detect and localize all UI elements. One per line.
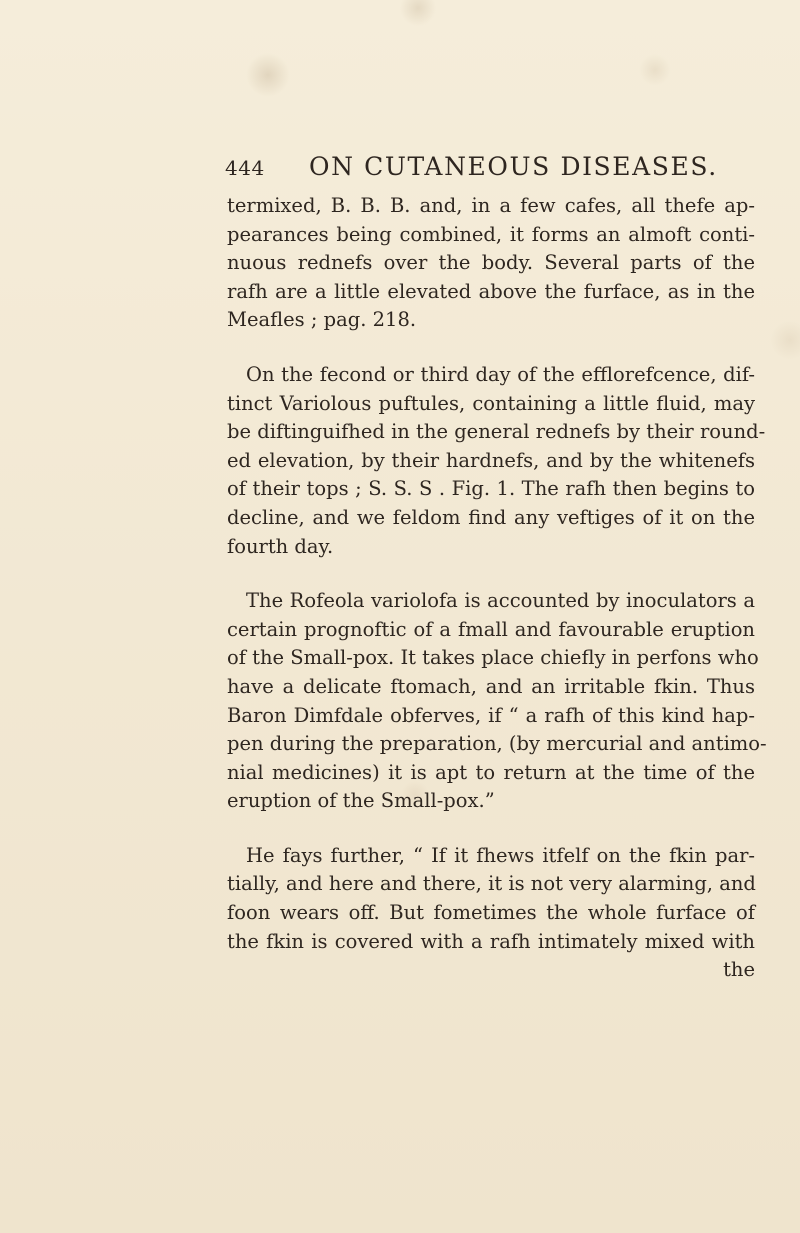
paragraph — [227, 587, 767, 816]
text-line: have a delicate ftomach, and an irritable fkin. Thus — [227, 674, 755, 698]
text-line: rafh are a little elevated above the furface, as in the — [227, 279, 755, 303]
body-text — [227, 192, 767, 985]
page-number: 444 — [225, 156, 265, 180]
page-header — [225, 148, 750, 188]
text-line: the fkin is covered with a rafh intimately mixed with — [227, 929, 755, 953]
paragraph-gap — [227, 335, 755, 361]
text-line: of the Small-pox. It takes place chiefly in perfons who — [227, 646, 759, 670]
text-line: pearances being combined, it forms an almoft conti- — [227, 222, 755, 246]
text-line: fourth day. — [227, 534, 334, 558]
paragraph — [227, 842, 755, 985]
text-line: be diftinguifhed in the general rednefs by their round- — [227, 420, 766, 444]
text-line: termixed, B. B. B. and, in a few cafes, all thefe ap- — [227, 194, 755, 217]
text-line: eruption of the Small-pox.” — [227, 789, 495, 813]
text-line: Meafles ; pag. 218. — [227, 308, 417, 332]
text-line: Baron Dimfdale obferves, if “ a rafh of this kind hap- — [227, 703, 755, 727]
paragraph — [227, 361, 766, 561]
running-head: ON CUTANEOUS DISEASES. — [309, 152, 718, 181]
text-line: nial medicines) it is apt to return at the time of the — [227, 760, 755, 784]
text-line: On the fecond or third day of the efflorefcence, dif- — [246, 362, 755, 386]
paragraph-gap — [227, 561, 755, 587]
text-line: certain prognoftic of a fmall and favourable eruption — [227, 617, 755, 641]
paragraph-gap — [227, 816, 755, 842]
text-line: ed elevation, by their hardnefs, and by the whitenefs — [227, 448, 755, 472]
text-line: foon wears off. But fometimes the whole furface of — [227, 901, 755, 925]
text-line: tially, and here and there, it is not very alarming, and — [227, 872, 756, 896]
text-line: The Rofeola variolofa is accounted by inoculators a — [246, 589, 755, 613]
catchword: the — [723, 958, 755, 982]
text-line: decline, and we feldom find any veftiges of it on the — [227, 505, 755, 529]
paragraph — [227, 192, 755, 335]
text-line: He fays further, “ If it fhews itfelf on the fkin par- — [246, 843, 755, 867]
text-line: nuous rednefs over the body. Several parts of the — [227, 251, 755, 275]
text-line: tinct Variolous puftules, containing a little fluid, may — [227, 391, 755, 415]
text-line: pen during the preparation, (by mercurial and antimo- — [227, 732, 767, 756]
text-line: of their tops ; S. S. S . Fig. 1. The rafh then begins to — [227, 477, 755, 501]
